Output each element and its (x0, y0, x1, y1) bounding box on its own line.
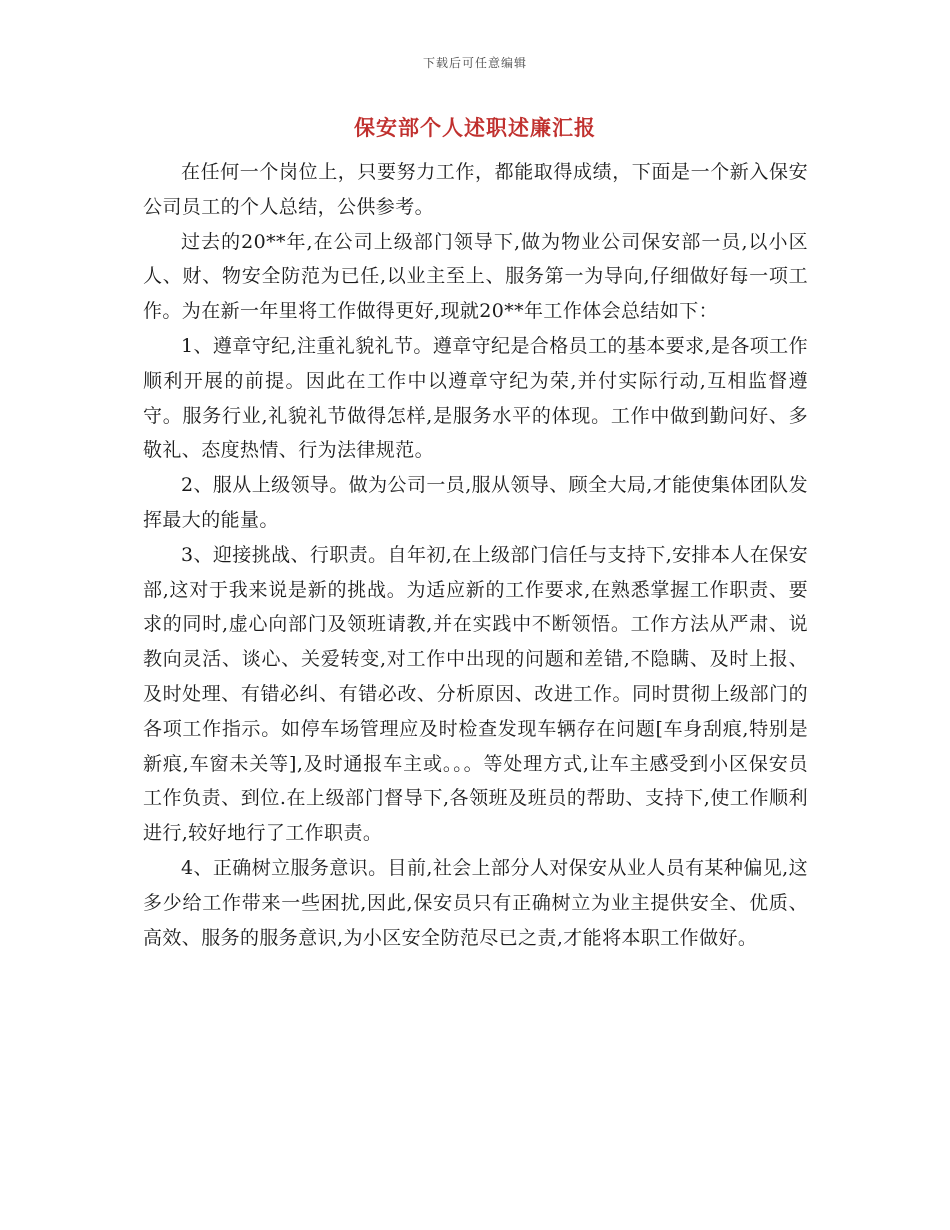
paragraph-overview: 过去的20**年,在公司上级部门领导下,做为物业公司保安部一员,以小区人、财、物安全防范为已任,以业主至上、服务第一为导向,仔细做好每一项工作。为在新一年里将工作做得更好,现就20**年工作体会总结如下： (143, 230, 808, 323)
paragraph-point-3: 3、迎接挑战、行职责。自年初,在上级部门信任与支持下,安排本人在保安部,这对于我来说是新的挑战。为适应新的工作要求,在熟悉掌握工作职责、要求的同时,虚心向部门及领班请教,并在实践中不断领悟。工作方法从严肃、说教向灵活、谈心、关爱转变,对工作中出现的问题和差错,不隐瞒、及时上报、及时处理、有错必纠、有错必改、分析原因、改进工作。同时贯彻上级部门的各项工作指示。如停车场管理应及时检查发现车辆存在问题[车身刮痕,特别是新痕,车窗未关等],及时通报车主或。。。等处理方式,让车主感受到小区保安员工作负责、到位.在上级部门督导下,各领班及班员的帮助、支持下,使工作顺利进行,较好地行了工作职责。 (143, 543, 808, 845)
document-title: 保安部个人述职述廉汇报 (354, 115, 596, 140)
paragraph-point-1: 1、遵章守纪,注重礼貌礼节。遵章守纪是合格员工的基本要求,是各项工作顺利开展的前提。因此在工作中以遵章守纪为荣,并付实际行动,互相监督遵守。服务行业,礼貌礼节做得怎样,是服务水平的体现。工作中做到勤问好、多敬礼、态度热情、行为法律规范。 (143, 334, 808, 462)
paragraph-point-4: 4、正确树立服务意识。目前,社会上部分人对保安从业人员有某种偏见,这多少给工作带来一些困扰,因此,保安员只有正确树立为业主提供安全、优质、高效、服务的服务意识,为小区安全防范尽已之责,才能将本职工作做好。 (143, 856, 808, 949)
document-body (143, 155, 808, 955)
paragraph-intro: 在任何一个岗位上，只要努力工作，都能取得成绩，下面是一个新入保安公司员工的个人总结，公供参考。 (143, 161, 808, 218)
header-note: 下载后可任意编辑 (422, 56, 527, 70)
paragraph-point-2: 2、服从上级领导。做为公司一员,服从领导、顾全大局,才能使集体团队发挥最大的能量。 (143, 474, 808, 531)
